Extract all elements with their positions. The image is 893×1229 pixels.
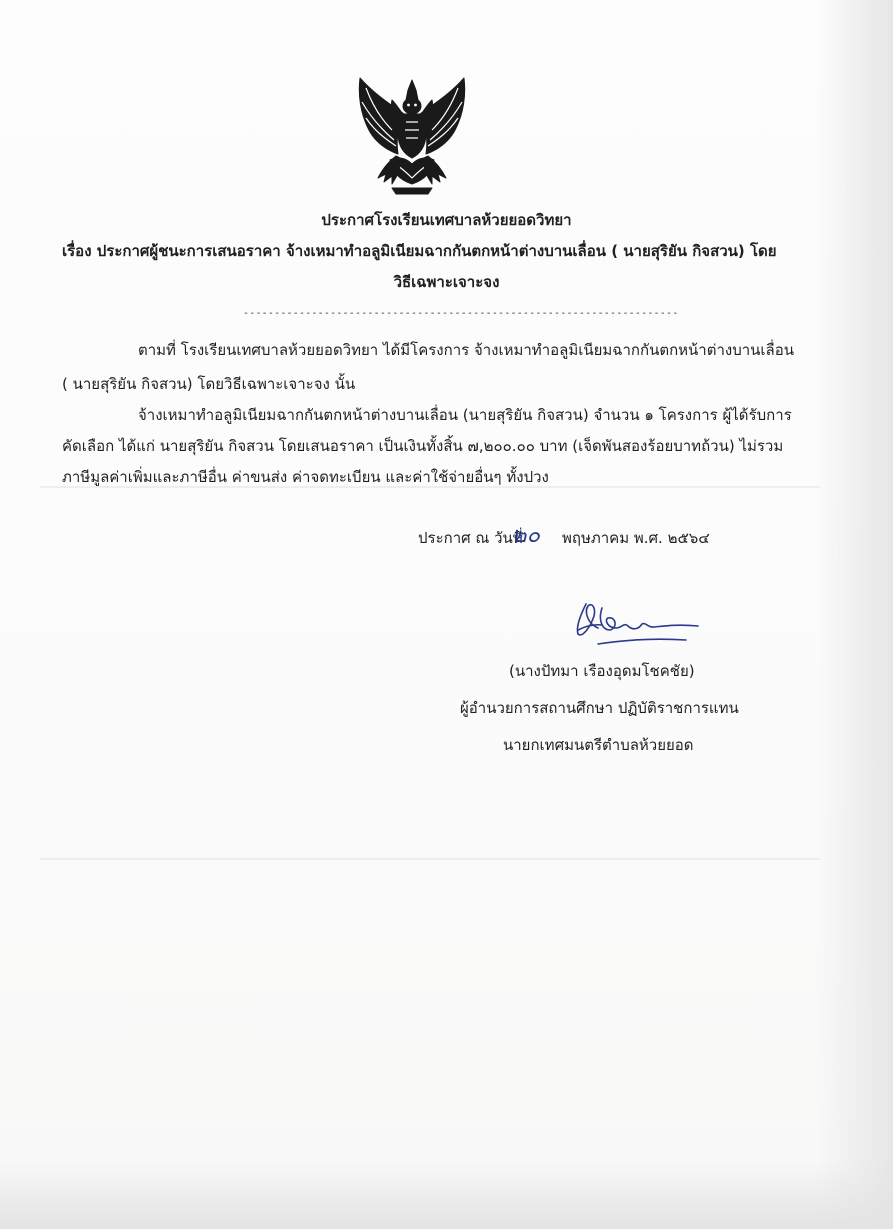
announcement-date-suffix: พฤษภาคม พ.ศ. ๒๕๖๔ xyxy=(562,529,710,547)
announcement-date-prefix: ประกาศ ณ วันที่ xyxy=(418,529,523,547)
garuda-emblem-icon xyxy=(352,74,472,200)
paragraph-1-line-2: ( นายสุริยัน กิจสวน) โดยวิธีเฉพาะเจาะจง นั้น xyxy=(62,375,356,393)
paragraph-2-line-1: จ้างเหมาทำอลูมิเนียมฉากกันตกหน้าต่างบานเลื่อน (นายสุริยัน กิจสวน) จำนวน ๑ โครงการ ผู้ได้รับการ xyxy=(138,406,792,424)
handwritten-signature-icon xyxy=(568,594,708,658)
paper-fold-line xyxy=(40,858,820,860)
signatory-name: (นางปัทมา เรืองอุดมโชคชัย) xyxy=(509,662,695,680)
subject-line: เรื่อง ประกาศผู้ชนะการเสนอราคา จ้างเหมาทำอลูมิเนียมฉากกันตกหน้าต่างบานเลื่อน ( นายสุริยัน กิจสวน) โดย xyxy=(62,242,777,260)
subject-line-continued: วิธีเฉพาะเจาะจง xyxy=(393,273,500,291)
signatory-position: ผู้อำนวยการสถานศึกษา ปฏิบัติราชการแทน xyxy=(460,699,739,717)
signatory-position-acting-for: นายกเทศมนตรีตำบลห้วยยอด xyxy=(503,736,694,754)
paper-edge-shadow xyxy=(815,0,893,1229)
paragraph-1-line-1: ตามที่ โรงเรียนเทศบาลห้วยยอดวิทยา ได้มีโครงการ จ้างเหมาทำอลูมิเนียมฉากกันตกหน้าต่างบานเลื่อน xyxy=(138,341,794,359)
paragraph-2-line-2: คัดเลือก ได้แก่ นายสุริยัน กิจสวน โดยเสนอราคา เป็นเงินทั้งสิ้น ๗,๒๐๐.๐๐ บาท (เจ็ดพันสองร้อยบาทถ้วน) ไม่รวม xyxy=(62,437,784,455)
handwritten-day: ๒๐ xyxy=(512,523,540,548)
document-title: ประกาศโรงเรียนเทศบาลห้วยยอดวิทยา xyxy=(321,211,572,229)
section-divider: ---------------------------------------------------------------------- xyxy=(243,308,679,319)
paragraph-2-line-3: ภาษีมูลค่าเพิ่มและภาษีอื่น ค่าขนส่ง ค่าจดทะเบียน และค่าใช้จ่ายอื่นๆ ทั้งปวง xyxy=(62,468,549,486)
paper-bottom-shadow xyxy=(0,1159,893,1229)
